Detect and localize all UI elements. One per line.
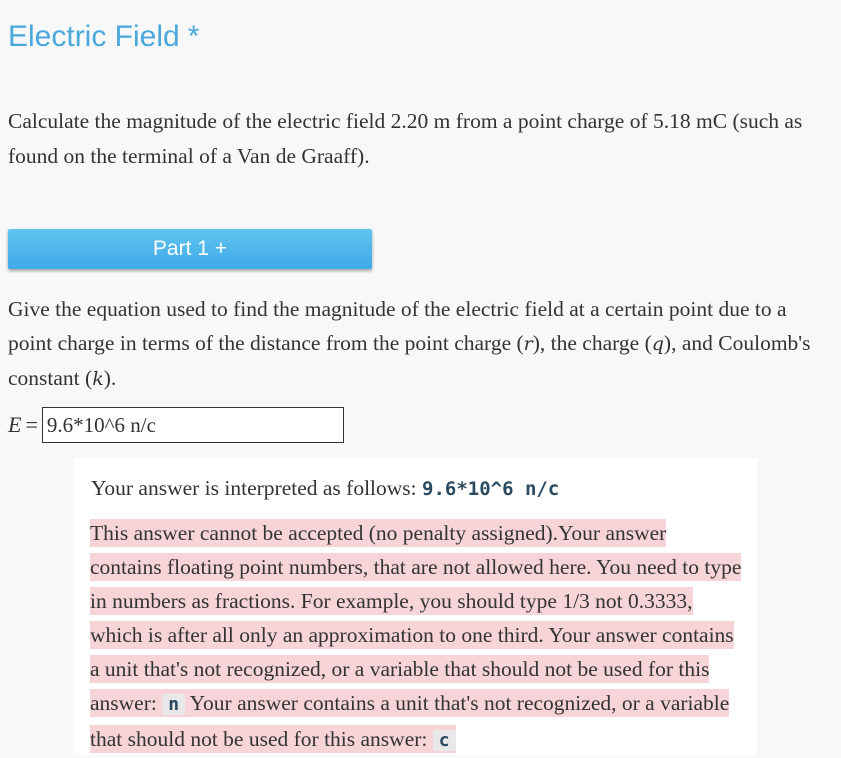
equals-sign: = xyxy=(25,412,38,437)
unrecognized-variable: c xyxy=(433,730,456,751)
prompt-text: ), and Coulomb's constant ( xyxy=(8,331,811,390)
distance-value: 2.20 m xyxy=(390,109,451,133)
title-marker: * xyxy=(187,20,200,53)
part-prompt xyxy=(8,292,833,396)
charge-value: 5.18 mC xyxy=(652,109,728,133)
unrecognized-variable: n xyxy=(162,694,185,715)
part-1-button[interactable]: Part 1 + xyxy=(8,229,372,269)
question-title xyxy=(8,20,199,54)
prompt-text: Give the equation used to find the magnitude of the electric field at a certain point due to a point charge in terms of the distance from the point charge ( xyxy=(8,297,787,355)
variable-r: r xyxy=(523,333,533,355)
error-text-part: Your answer contains a unit that's not recognized, or a variable that should not be used for this answer: xyxy=(90,691,730,751)
answer-variable-label: E xyxy=(8,412,22,437)
feedback-panel xyxy=(73,458,757,755)
error-message xyxy=(90,516,742,758)
question-text-part: from a point charge of xyxy=(450,109,653,133)
error-text-part: This answer cannot be accepted (no penalty assigned).Your answer contains floating point numbers, that are not allowed here. You need to type in numbers as fractions. For example, you should type 1/3 not 0.3333, which is after all only an approximation to one third. Your answer contains a unit that's not recognized, or a variable that should not be used for this answer: xyxy=(90,521,742,715)
question-text xyxy=(8,104,828,174)
answer-input[interactable] xyxy=(42,407,344,443)
variable-k: k xyxy=(92,368,104,390)
interpreted-answer: 9.6*10^6 n/c xyxy=(422,478,560,500)
answer-row xyxy=(8,406,344,444)
interpretation-label: Your answer is interpreted as follows: xyxy=(91,476,423,500)
variable-q: q xyxy=(651,333,664,355)
question-title-text: Electric Field xyxy=(8,20,180,53)
prompt-text: ), the charge ( xyxy=(532,331,652,355)
question-text-part: (such as found on the terminal of a Van de Graaff). xyxy=(8,109,803,168)
error-text xyxy=(90,519,741,753)
prompt-text: ). xyxy=(103,366,117,390)
question-text-part: Calculate the magnitude of the electric field xyxy=(8,109,391,133)
interpretation-line xyxy=(91,476,559,501)
